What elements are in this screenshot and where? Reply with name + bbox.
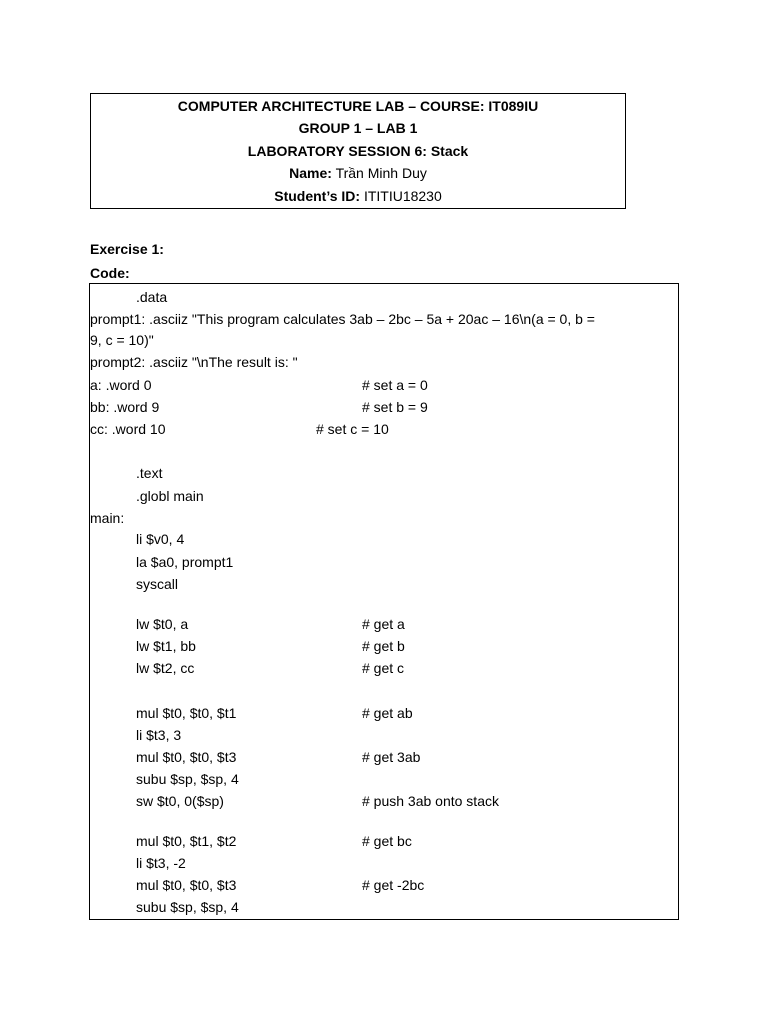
group-title: GROUP 1 – LAB 1 <box>298 120 418 137</box>
exercise-heading: Exercise 1: <box>90 241 164 257</box>
name-label: Name: <box>289 165 332 182</box>
code-line: mul $t0, $t0, $t1 <box>136 705 237 721</box>
code-line: cc: .word 10 <box>90 421 166 437</box>
code-comment: # set c = 10 <box>316 421 389 437</box>
student-name-line <box>289 162 427 185</box>
code-line: lw $t2, cc <box>136 660 195 676</box>
code-line: lw $t0, a <box>136 616 189 632</box>
code-line: .text <box>136 465 163 481</box>
code-line: prompt1: .asciiz "This program calculates 3ab – 2bc – 5a + 20ac – 16\n(a = 0, b = <box>90 311 595 327</box>
code-line: li $v0, 4 <box>136 531 185 547</box>
session-title: LABORATORY SESSION 6: Stack <box>247 142 469 159</box>
course-title: COMPUTER ARCHITECTURE LAB – COURSE: IT089IU <box>177 97 539 114</box>
code-comment: # set a = 0 <box>362 377 428 393</box>
code-line: .globl main <box>136 488 204 504</box>
code-comment: # get -2bc <box>362 877 425 893</box>
code-line: main: <box>90 510 125 526</box>
code-comment: # push 3ab onto stack <box>362 793 499 809</box>
code-line: mul $t0, $t1, $t2 <box>136 833 237 849</box>
student-id-line <box>274 185 442 208</box>
id-value: ITITIU18230 <box>363 187 442 204</box>
code-comment: # get bc <box>362 833 412 849</box>
code-line: syscall <box>136 576 179 592</box>
code-line: bb: .word 9 <box>90 399 160 415</box>
code-heading: Code: <box>90 265 130 281</box>
code-line: .data <box>136 289 168 305</box>
code-line: li $t3, -2 <box>136 855 186 871</box>
code-line: a: .word 0 <box>90 377 152 393</box>
code-comment: # get a <box>362 616 405 632</box>
code-line: la $a0, prompt1 <box>136 554 234 570</box>
code-line: subu $sp, $sp, 4 <box>136 899 239 915</box>
code-block <box>89 283 679 920</box>
code-comment: # get b <box>362 638 405 654</box>
code-comment: # get c <box>362 660 405 676</box>
code-line: lw $t1, bb <box>136 638 196 654</box>
code-line: mul $t0, $t0, $t3 <box>136 877 237 893</box>
code-line: sw $t0, 0($sp) <box>136 793 224 809</box>
code-comment: # set b = 9 <box>362 399 428 415</box>
code-line: subu $sp, $sp, 4 <box>136 771 239 787</box>
code-line: li $t3, 3 <box>136 727 182 743</box>
code-comment: # get 3ab <box>362 749 421 765</box>
code-line: prompt2: .asciiz "\nThe result is: " <box>90 354 298 370</box>
code-line: 9, c = 10)" <box>90 332 154 348</box>
id-label: Student’s ID: <box>274 187 361 204</box>
header-box <box>90 93 626 209</box>
code-line: mul $t0, $t0, $t3 <box>136 749 237 765</box>
code-comment: # get ab <box>362 705 413 721</box>
name-value: Trần Minh Duy <box>335 165 427 182</box>
